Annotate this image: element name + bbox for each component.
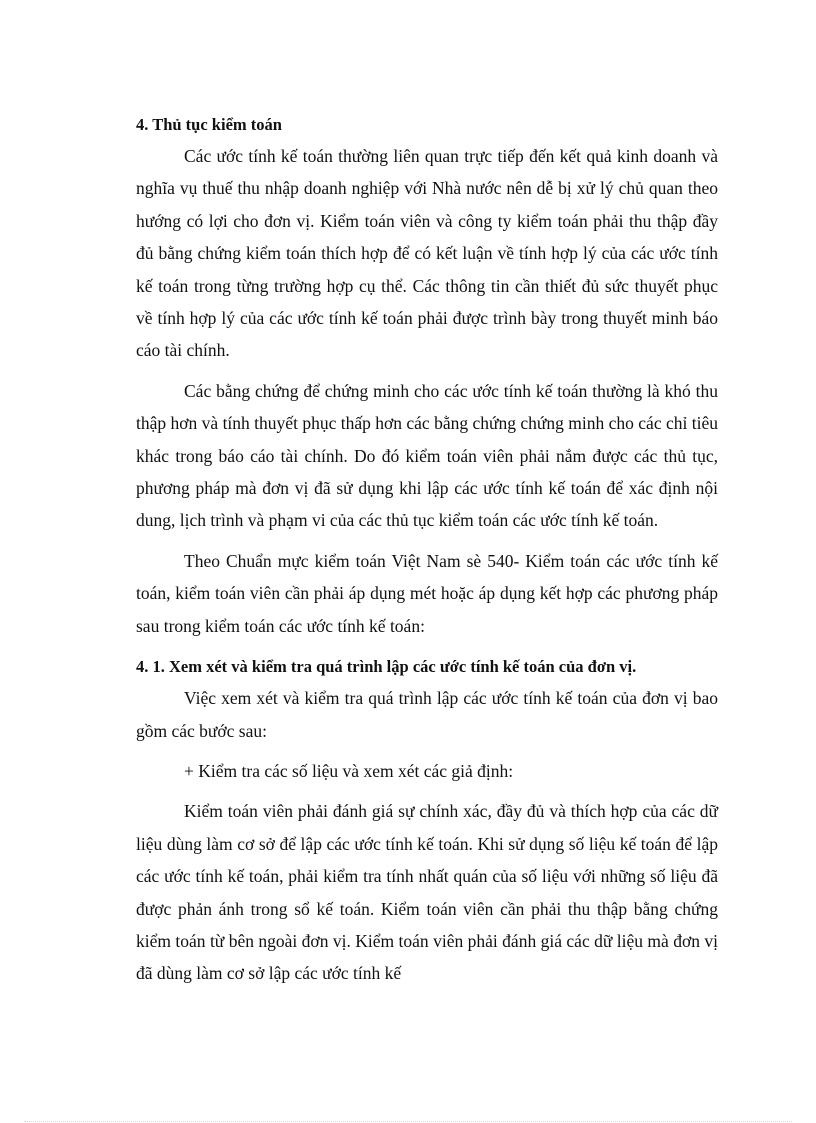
paragraph-1: Các ước tính kế toán thường liên quan trực tiếp đến kết quả kinh doanh và nghĩa vụ thuế thu nhập doanh nghiệp với Nhà nước nên dễ bị xử lý chủ quan theo hướng có lợi cho đơn vị. Kiểm toán viên và công ty kiểm toán phải thu thập đầy đủ bằng chứng kiểm toán thích hợp để có kết luận về tính hợp lý của các ước tính kế toán trong từng trường hợp cụ thể. Các thông tin cần thiết đủ sức thuyết phục về tính hợp lý của các ước tính kế toán phải được trình bày trong thuyết minh báo cáo tài chính. [136,146,718,361]
section-heading-4-1: 4. 1. Xem xét và kiểm tra quá trình lập các ước tính kế toán của đơn vị. [136,657,637,677]
paragraph-4: Việc xem xét và kiểm tra quá trình lập các ước tính kế toán của đơn vị bao gồm các bước sau: [136,688,718,741]
section-heading-4: 4. Thủ tục kiểm toán [136,115,282,134]
page-footer-rule [24,1121,792,1122]
paragraph-6: Kiểm toán viên phải đánh giá sự chính xác, đầy đủ và thích hợp của các dữ liệu dùng làm cơ sở để lập các ước tính kế toán. Khi sử dụng số liệu kế toán để lập các ước tính kế toán, phải kiểm tra tính nhất quán của số liệu với những số liệu đã được phản ánh trong sổ kế toán. Kiểm toán viên cần phải thu thập bằng chứng kiểm toán từ bên ngoài đơn vị. Kiểm toán viên phải đánh giá các dữ liệu mà đơn vị đã dùng làm cơ sở lập các ước tính kế [136,801,718,984]
paragraph-2: Các bằng chứng để chứng minh cho các ước tính kế toán thường là khó thu thập hơn và tính thuyết phục thấp hơn các bằng chứng chứng minh cho các chỉ tiêu khác trong báo cáo tài chính. Do đó kiểm toán viên phải nắm được các thủ tục, phương pháp mà đơn vị đã sử dụng khi lập các ước tính kế toán để xác định nội dung, lịch trình và phạm vi của các thủ tục kiểm toán các ước tính kế toán. [136,380,718,531]
paragraph-5: + Kiểm tra các số liệu và xem xét các giả định: [184,760,514,781]
paragraph-3: Theo Chuẩn mực kiểm toán Việt Nam sè 540- Kiểm toán các ước tính kế toán, kiểm toán viên cần phải áp dụng mét hoặc áp dụng kết hợp các phương pháp sau trong kiểm toán các ước tính kế toán: [136,550,718,636]
document-page [136,110,718,990]
